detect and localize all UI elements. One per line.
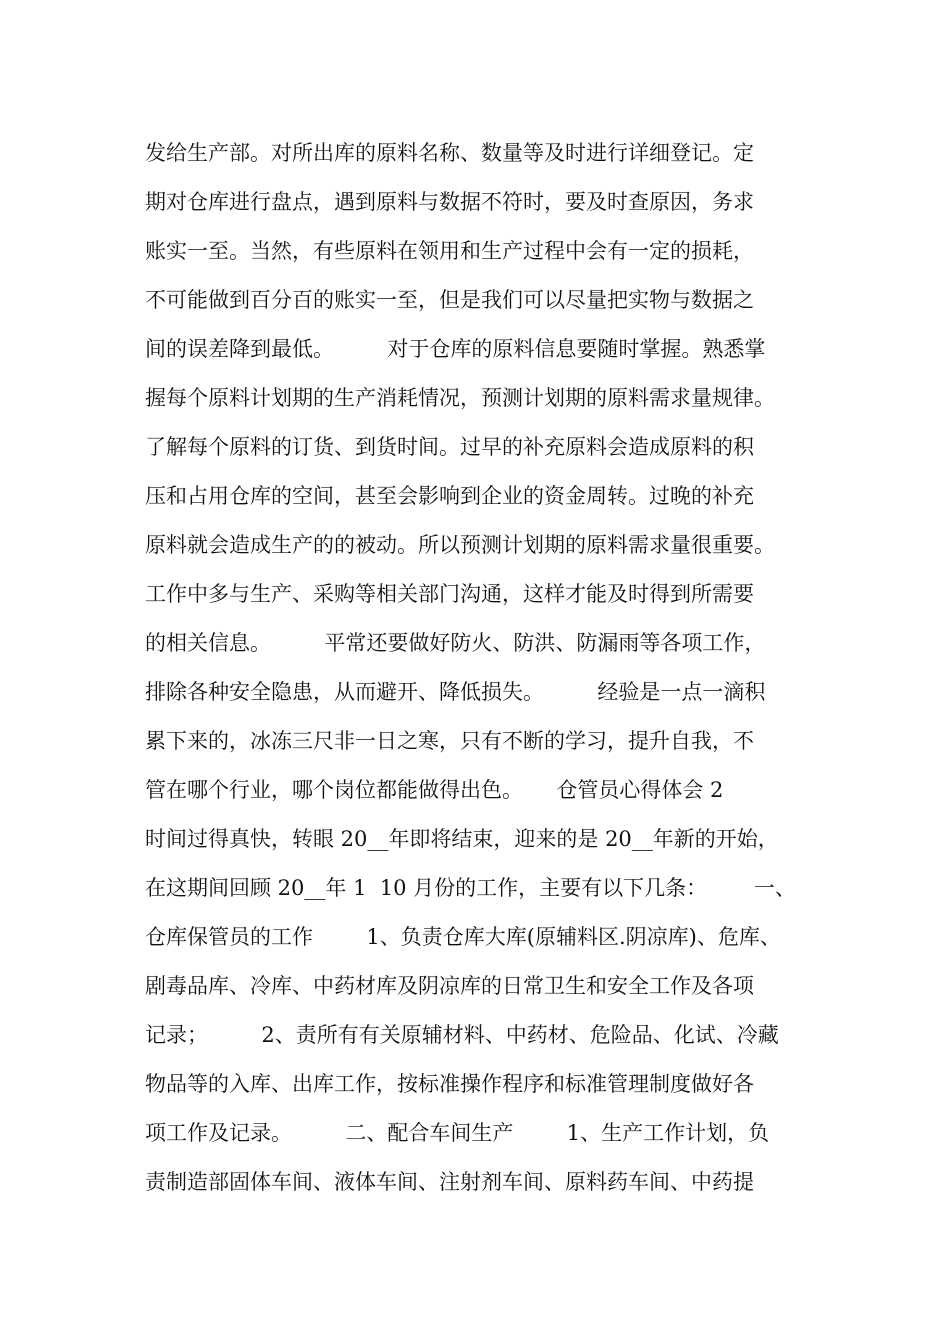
text-line: 排除各种安全隐患，从而避开、降低损失。 经验是一点一滴积 xyxy=(145,680,766,704)
text-line: 剧毒品库、冷库、中药材库及阴凉库的日常卫生和安全工作及各项 xyxy=(145,974,754,998)
body-text xyxy=(145,132,835,1210)
text-line: 物品等的入库、出库工作，按标准操作程序和标准管理制度做好各 xyxy=(145,1072,754,1096)
text-line: 的相关信息。 平常还要做好防火、防洪、防漏雨等各项工作， xyxy=(145,631,766,655)
text-line: 责制造部固体车间、液体车间、注射剂车间、原料药车间、中药提 xyxy=(145,1170,754,1194)
text-line: 账实一至。当然，有些原料在领用和生产过程中会有一定的损耗， xyxy=(145,239,754,263)
text-line: 工作中多与生产、采购等相关部门沟通，这样才能及时得到所需要 xyxy=(145,582,754,606)
text-line: 在这期间回顾 20__年 1 10 月份的工作，主要有以下几条： 一、 xyxy=(145,876,796,900)
text-line: 发给生产部。对所出库的原料名称、数量等及时进行详细登记。定 xyxy=(145,141,754,165)
text-line: 不可能做到百分百的账实一至，但是我们可以尽量把实物与数据之 xyxy=(145,288,754,312)
text-line: 压和占用仓库的空间，甚至会影响到企业的资金周转。过晚的补充 xyxy=(145,484,754,508)
text-line: 仓库保管员的工作 1、负责仓库大库(原辅料区.阴凉库)、危库、 xyxy=(145,925,781,949)
text-line: 握每个原料计划期的生产消耗情况，预测计划期的原料需求量规律。 xyxy=(145,386,775,410)
text-line: 间的误差降到最低。 对于仓库的原料信息要随时掌握。熟悉掌 xyxy=(145,337,766,361)
text-line: 记录； 2、责所有有关原辅材料、中药材、危险品、化试、冷藏 xyxy=(145,1023,779,1047)
text-line: 累下来的，冰冻三尺非一日之寒，只有不断的学习，提升自我，不 xyxy=(145,729,754,753)
text-line: 了解每个原料的订货、到货时间。过早的补充原料会造成原料的积 xyxy=(145,435,754,459)
text-line: 时间过得真快，转眼 20__年即将结束，迎来的是 20__年新的开始， xyxy=(145,827,779,851)
text-line: 管在哪个行业，哪个岗位都能做得出色。 仓管员心得体会 2 xyxy=(145,778,724,802)
text-line: 项工作及记录。 二、配合车间生产 1、生产工作计划，负 xyxy=(145,1121,770,1145)
text-line: 期对仓库进行盘点，遇到原料与数据不符时，要及时查原因，务求 xyxy=(145,190,754,214)
text-line: 原料就会造成生产的的被动。所以预测计划期的原料需求量很重要。 xyxy=(145,533,775,557)
